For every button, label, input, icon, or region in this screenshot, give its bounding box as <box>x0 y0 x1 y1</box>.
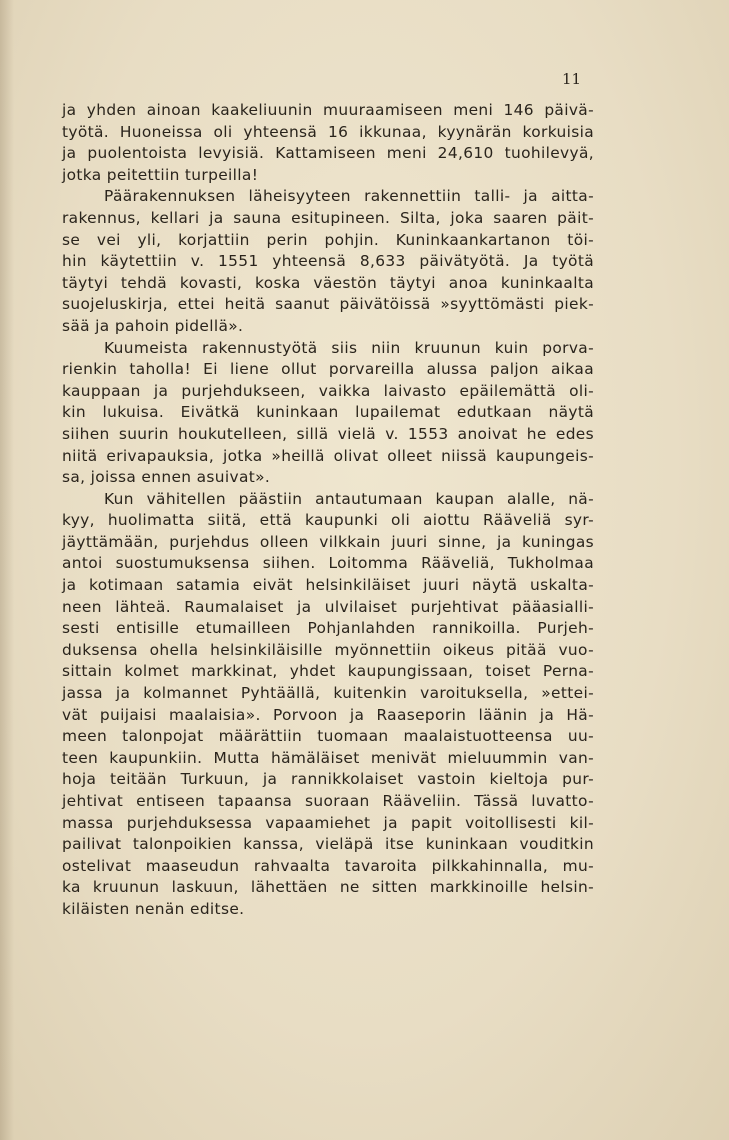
text-line: vät puijaisi maalaisia». Porvoon ja Raaseporin läänin ja Hä- <box>62 705 594 724</box>
text-line: niitä erivapauksia, jotka »heillä olivat olleet niissä kaupungeis- <box>62 446 594 465</box>
text-line: kauppaan ja purjehdukseen, vaikka laivasto epäilemättä oli- <box>62 381 594 400</box>
text-line: sää ja pahoin pidellä». <box>62 316 244 335</box>
text-line: rakennus, kellari ja sauna esitupineen. Silta, joka saaren päit- <box>62 208 594 227</box>
page-number: 11 <box>562 70 582 88</box>
text-line: Kun vähitellen päästiin antautumaan kaupan alalle, nä- <box>104 489 594 508</box>
text-line: kin lukuisa. Eivätkä kuninkaan lupailemat edutkaan näytä <box>62 403 594 422</box>
text-line: ja puolentoista levyisiä. Kattamiseen meni 24,610 tuohilevyä, <box>62 144 594 163</box>
text-line: ja yhden ainoan kaakeliuunin muuraamiseen meni 146 päivä- <box>62 101 594 119</box>
text-line: se vei yli, korjattiin perin pohjin. Kuninkaankartanon töi- <box>62 230 594 249</box>
text-line: jehtivat entiseen tapaansa suoraan Rääveliin. Tässä luvatto- <box>62 792 594 810</box>
text-line: teen kaupunkiin. Mutta hämäläiset menivät mieluummin van- <box>62 748 594 767</box>
text-line: jassa ja kolmannet Pyhtäällä, kuitenkin varoituksella, »ettei- <box>62 684 594 703</box>
text-line: siihen suurin houkutelleen, sillä vielä v. 1553 anoivat he edes <box>62 424 594 443</box>
text-line: rienkin taholla! Ei liene ollut porvareilla alussa paljon aikaa <box>62 360 594 379</box>
text-line: suojeluskirja, ettei heitä saanut päivätöissä »syyttömästi piek- <box>62 295 594 314</box>
text-line: jotka peitettiin turpeilla! <box>62 165 259 184</box>
text-line: Päärakennuksen läheisyyteen rakennettiin talli- ja aitta- <box>104 187 594 206</box>
text-line: kiläisten nenän editse. <box>62 899 245 918</box>
text-line: antoi suostumuksensa siihen. Loitomma Rääveliä, Tukholmaa <box>62 554 594 573</box>
text-line: sittain kolmet markkinat, yhdet kaupungissaan, toiset Perna- <box>62 662 594 681</box>
text-line: ostelivat maaseudun rahvaalta tavaroita pilkkahinnalla, mu- <box>62 856 594 875</box>
text-line: sesti entisille etumailleen Pohjanlahden rannikoilla. Purjeh- <box>62 619 594 638</box>
page-edge-shadow <box>0 0 14 1140</box>
text-line: neen lähteä. Raumalaiset ja ulvilaiset purjehtivat pääasialli- <box>62 597 594 616</box>
text-line: ja kotimaan satamia eivät helsinkiläiset juuri näytä uskalta- <box>62 576 594 595</box>
text-line: meen talonpojat määrättiin tuomaan maalaistuotteensa uu- <box>62 727 594 746</box>
text-line: ka kruunun laskuun, lähettäen ne sitten markkinoille helsin- <box>62 878 594 897</box>
text-line: kyy, huolimatta siitä, että kaupunki oli aiottu Rääveliä syr- <box>62 511 594 530</box>
text-line: työtä. Huoneissa oli yhteensä 16 ikkunaa, kyynärän korkuisia <box>62 122 594 141</box>
text-line: hoja teitään Turkuun, ja rannikkolaiset vastoin kieltoja pur- <box>62 770 594 789</box>
text-line: massa purjehduksessa vapaamiehet ja papit voitollisesti kil- <box>62 813 594 832</box>
text-line: hin käytettiin v. 1551 yhteensä 8,633 päivätyötä. Ja työtä <box>62 252 594 271</box>
text-line: duksensa ohella helsinkiläisille myönnettiin oikeus pitää vuo- <box>62 640 594 659</box>
text-line: Kuumeista rakennustyötä siis niin kruunun kuin porva- <box>104 338 594 357</box>
text-line: täytyi tehdä kovasti, koska väestön täytyi anoa kuninkaalta <box>62 273 594 292</box>
text-line: pailivat talonpoikien kanssa, vieläpä itse kuninkaan vouditkin <box>62 835 594 854</box>
text-line: jäyttämään, purjehdus olleen vilkkain juuri sinne, ja kuningas <box>62 532 594 551</box>
text-line: sa, joissa ennen asuivat». <box>62 468 271 487</box>
body-text <box>62 100 594 921</box>
